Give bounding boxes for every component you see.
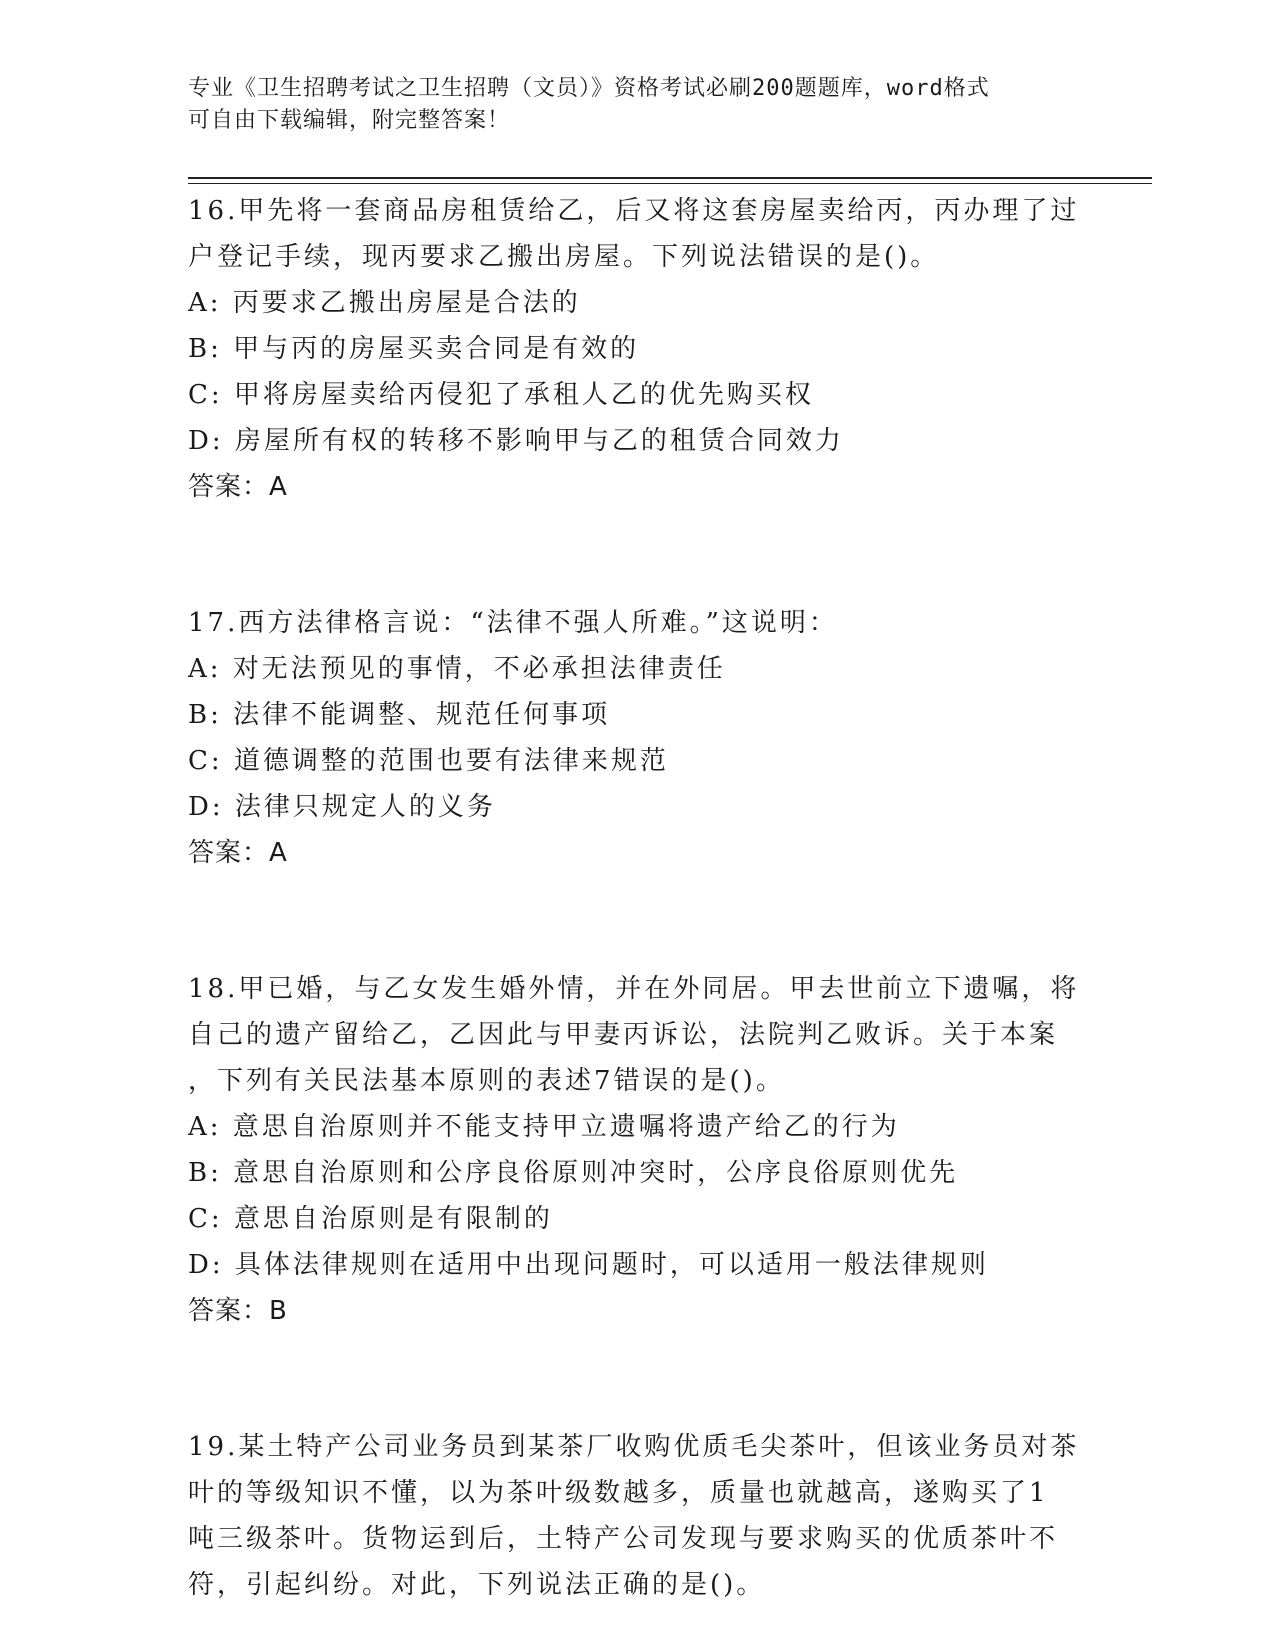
header-rule-thick xyxy=(188,177,1152,179)
option-c: C: 甲将房屋卖给丙侵犯了承租人乙的优先购买权 xyxy=(188,380,814,410)
question-stem-line: 17.西方法律格言说：“法律不强人所难。”这说明： xyxy=(188,608,838,638)
question-stem-line: 叶的等级知识不懂，以为茶叶级数越多，质量也就越高，遂购买了1 xyxy=(188,1478,1049,1508)
question-18 xyxy=(188,966,1118,1334)
question-17 xyxy=(188,600,1118,876)
answer: 答案：A xyxy=(188,838,288,868)
question-16 xyxy=(188,188,1118,510)
question-stem-line: 户登记手续，现丙要求乙搬出房屋。下列说法错误的是()。 xyxy=(188,242,940,272)
option-b: B: 甲与丙的房屋买卖合同是有效的 xyxy=(188,334,640,364)
question-spacer xyxy=(188,876,1118,966)
question-stem-line: 16.甲先将一套商品房租赁给乙，后又将这套房屋卖给丙，丙办理了过 xyxy=(188,196,1080,226)
header-rule-thin xyxy=(188,183,1152,184)
option-d: D: 房屋所有权的转移不影响甲与乙的租赁合同效力 xyxy=(188,426,844,456)
question-19 xyxy=(188,1424,1118,1608)
header-line-2: 可自由下载编辑，附完整答案！ xyxy=(188,108,511,133)
option-b: B: 意思自治原则和公序良俗原则冲突时，公序良俗原则优先 xyxy=(188,1158,959,1188)
answer: 答案：B xyxy=(188,1296,288,1326)
option-c: C: 道德调整的范围也要有法律来规范 xyxy=(188,746,669,776)
document-header xyxy=(188,73,1068,137)
option-b: B: 法律不能调整、规范任何事项 xyxy=(188,700,611,730)
option-a: A: 对无法预见的事情，不必承担法律责任 xyxy=(188,654,726,684)
answer: 答案：A xyxy=(188,472,288,502)
option-c: C: 意思自治原则是有限制的 xyxy=(188,1204,553,1234)
question-stem-line: ，下列有关民法基本原则的表述7错误的是()。 xyxy=(188,1066,785,1096)
question-spacer xyxy=(188,1334,1118,1424)
question-stem-line: 吨三级茶叶。货物运到后，土特产公司发现与要求购买的优质茶叶不 xyxy=(188,1524,1059,1554)
question-stem-line: 符，引起纠纷。对此，下列说法正确的是()。 xyxy=(188,1570,766,1600)
option-a: A: 丙要求乙搬出房屋是合法的 xyxy=(188,288,581,318)
question-stem-line: 自己的遗产留给乙，乙因此与甲妻丙诉讼，法院判乙败诉。关于本案 xyxy=(188,1020,1059,1050)
question-spacer xyxy=(188,510,1118,600)
question-list xyxy=(188,188,1118,1608)
question-stem-line: 18.甲已婚，与乙女发生婚外情，并在外同居。甲去世前立下遗嘱，将 xyxy=(188,974,1080,1004)
option-d: D: 具体法律规则在适用中出现问题时，可以适用一般法律规则 xyxy=(188,1250,989,1280)
question-stem-line: 19.某土特产公司业务员到某茶厂收购优质毛尖茶叶，但该业务员对茶 xyxy=(188,1432,1080,1462)
option-d: D: 法律只规定人的义务 xyxy=(188,792,496,822)
header-line-1: 专业《卫生招聘考试之卫生招聘（文员）》资格考试必刷200题题库，word格式 xyxy=(188,76,990,101)
option-a: A: 意思自治原则并不能支持甲立遗嘱将遗产给乙的行为 xyxy=(188,1112,900,1142)
